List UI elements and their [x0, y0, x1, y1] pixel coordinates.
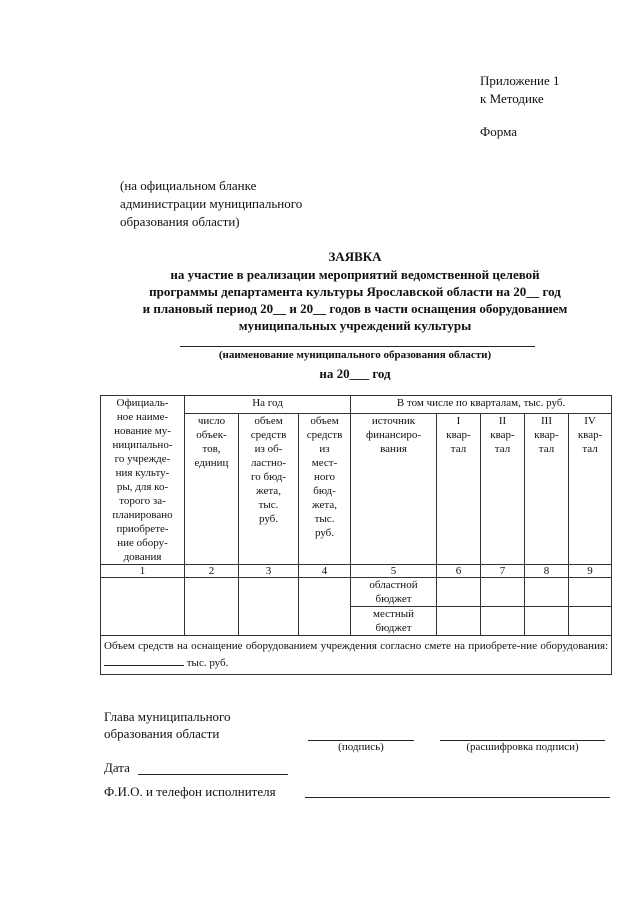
contact-field[interactable]	[305, 797, 610, 798]
cell-q4-regional[interactable]	[569, 578, 612, 607]
group-header-quarters: В том числе по кварталам, тыс. руб.	[351, 396, 612, 414]
title-line: на участие в реализации мероприятий ведомственной целевой	[170, 267, 540, 282]
col-q2-header: II квар- тал	[481, 413, 525, 564]
col-funding-source-header: источник финансиро- вания	[351, 413, 437, 564]
cell-institution-name[interactable]	[101, 578, 185, 636]
summary-row	[101, 636, 612, 675]
col-regional-budget-header: объем средств из об- ластно- го бюд- жета, тыс. руб.	[239, 413, 299, 564]
document-title	[100, 248, 610, 334]
title-line: муниципальных учреждений культуры	[238, 318, 472, 333]
col-objects-header: число объек- тов, единиц	[185, 413, 239, 564]
signatory-line: Глава муниципального	[104, 709, 231, 724]
cell-q2-local[interactable]	[481, 607, 525, 636]
signature-decoding-caption: (расшифровка подписи)	[466, 741, 579, 753]
cell-local-amount[interactable]	[299, 578, 351, 636]
cell-q1-regional[interactable]	[437, 578, 481, 607]
column-number: 1	[101, 565, 185, 578]
funding-source-regional: областной бюджет	[351, 578, 437, 607]
year-line: на 20___ год	[319, 366, 391, 381]
column-number: 2	[185, 565, 239, 578]
title-line: программы департамента культуры Ярославской области на 20__ год	[149, 284, 561, 299]
col-q4-header: IV квар- тал	[569, 413, 612, 564]
title-line: и плановый период 20__ и 20__ годов в части оснащения оборудованием	[142, 301, 568, 316]
appendix-label	[480, 72, 560, 108]
cell-q2-regional[interactable]	[481, 578, 525, 607]
col-institution-header: Официаль- ное наиме- нование му- ниципально- го учрежде- ния культу- ры, для ко- торого за- планировано приобрете- ние обору- дования	[101, 396, 185, 565]
signature-caption: (подпись)	[338, 741, 384, 753]
municipality-name-field[interactable]	[180, 346, 535, 347]
column-number: 3	[239, 565, 299, 578]
contact-label: Ф.И.О. и телефон исполнителя	[104, 784, 276, 799]
summary-amount-field[interactable]	[104, 654, 184, 666]
letterhead-line: администрации муниципального	[120, 196, 303, 211]
date-label: Дата	[104, 760, 130, 775]
column-number: 4	[299, 565, 351, 578]
signatory-line: образования области	[104, 726, 220, 741]
cell-q1-local[interactable]	[437, 607, 481, 636]
signatory-title	[104, 708, 231, 742]
appendix-line: Приложение 1	[480, 73, 560, 88]
municipality-caption: (наименование муниципального образования области)	[218, 349, 492, 361]
date-field[interactable]	[138, 774, 288, 775]
appendix-line: к Методике	[480, 91, 544, 106]
column-number: 6	[437, 565, 481, 578]
column-number: 5	[351, 565, 437, 578]
col-local-budget-header: объем средств из мест- ного бюд- жета, тыс. руб.	[299, 413, 351, 564]
title-heading: ЗАЯВКА	[328, 249, 382, 264]
cell-q3-regional[interactable]	[525, 578, 569, 607]
summary-suffix: тыс. руб.	[186, 657, 229, 669]
col-q3-header: III квар- тал	[525, 413, 569, 564]
column-number: 7	[481, 565, 525, 578]
column-number: 9	[569, 565, 612, 578]
funding-source-local: местный бюджет	[351, 607, 437, 636]
letterhead-note	[120, 177, 302, 231]
cell-objects-count[interactable]	[185, 578, 239, 636]
cell-q4-local[interactable]	[569, 607, 612, 636]
col-q1-header: I квар- тал	[437, 413, 481, 564]
group-header-year: На год	[185, 396, 351, 414]
form-label: Форма	[480, 124, 517, 139]
summary-prefix: Объем средств на оснащение оборудованием учреждения согласно смете на приобрете-ние оборудования:	[104, 640, 609, 652]
letterhead-line: образования области)	[120, 214, 240, 229]
cell-regional-amount[interactable]	[239, 578, 299, 636]
cell-q3-local[interactable]	[525, 607, 569, 636]
application-table	[100, 395, 612, 675]
letterhead-line: (на официальном бланке	[120, 178, 257, 193]
column-number: 8	[525, 565, 569, 578]
